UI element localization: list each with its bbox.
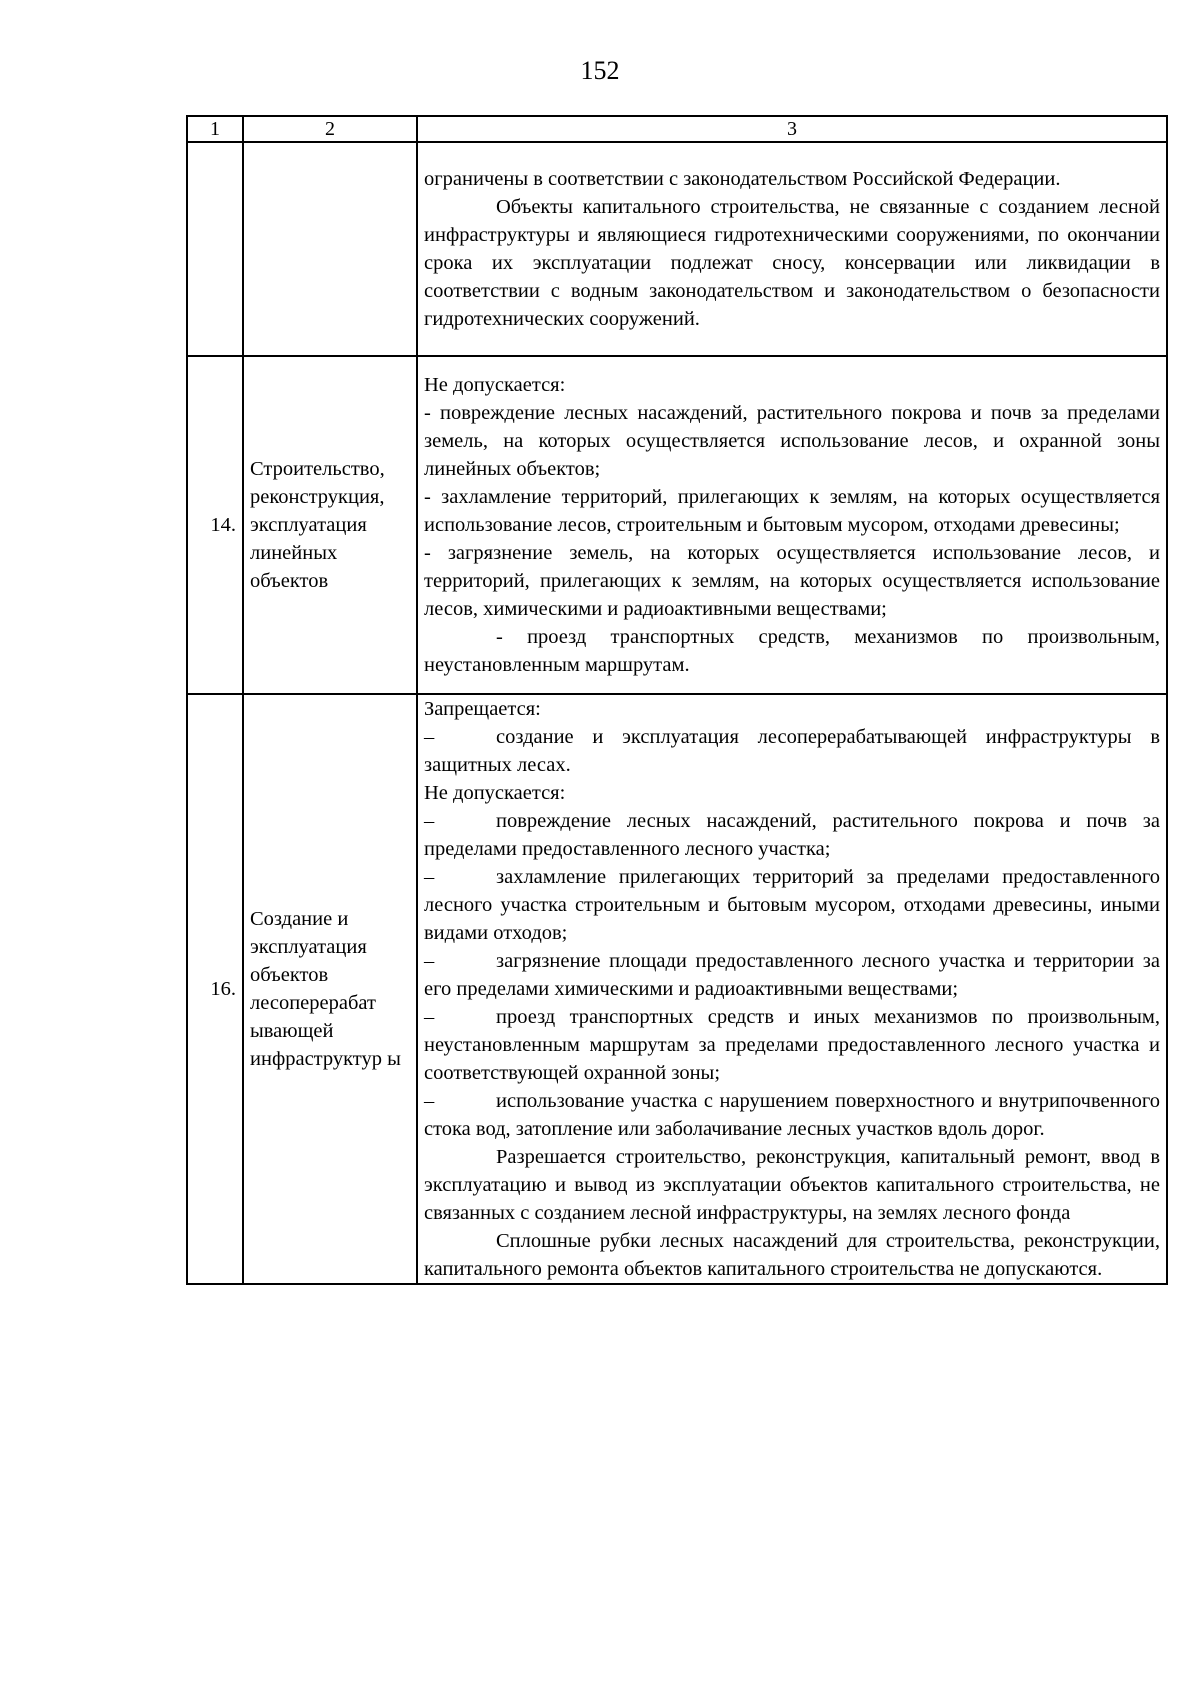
table-header-row [187,116,1167,142]
paragraph: ограничены в соответствии с законодательством Российской Федерации. [424,168,1061,190]
list-item-text: захламление прилегающих территорий за пределами предоставленного лесного участка строительным и бытовым мусором, отходами древесины, иными видами отходов; [424,866,1160,944]
list-item: - захламление территорий, прилегающих к землям, на которых осуществляется использование лесов, строительным и бытовым мусором, отходами древесины; [424,486,1160,536]
row-number: 16. [187,694,243,1284]
list-item [424,1003,1160,1087]
page-number: 152 [580,56,620,85]
dash-marker: – [424,1006,435,1028]
paragraph: Не допускается: [424,374,566,396]
dash-marker: – [424,950,435,972]
list-item-text: загрязнение площади предоставленного лесного участка и территории за его пределами химическими и радиоактивными веществами; [424,950,1160,1000]
list-item-text: использование участка с нарушением поверхностного и внутрипочвенного стока вод, затопление или заболачивание лесных участков вдоль дорог. [424,1090,1160,1140]
row-name: Создание и эксплуатация объектов лесоперерабат ывающей инфраструктур ы [243,694,417,1284]
list-item [424,947,1160,1003]
table-row-continued [187,142,1167,356]
row-number [187,142,243,356]
list-item: - повреждение лесных насаждений, растительного покрова и почв за пределами земель, на которых осуществляется использование лесов, и охранной зоны линейных объектов; [424,402,1160,480]
paragraph: Разрешается строительство, реконструкция, капитальный ремонт, ввод в эксплуатацию и вывод из эксплуатации объектов капитального строительства, не связанных с созданием лесной инфраструктуры, на землях лесного фонда [424,1146,1160,1224]
paragraph: Объекты капитального строительства, не связанные с созданием лесной инфраструктуры и являющиеся гидротехническими сооружениями, по окончании срока их эксплуатации подлежат сносу, консервации или ликвидации в соответствии с водным законодательством и законодательством о безопасности гидротехнических сооружений. [424,196,1160,330]
paragraph: Сплошные рубки лесных насаждений для строительства, реконструкции, капитального ремонта объектов капитального строительства не допускаются. [424,1230,1160,1280]
list-item: - проезд транспортных средств, механизмов по произвольным, неустановленным маршрутам. [424,626,1160,676]
header-col-3: 3 [417,116,1167,142]
row-content [417,694,1167,1284]
list-item: - загрязнение земель, на которых осуществляется использование лесов, и территорий, прилегающих к землям, на которых осуществляется использование лесов, химическими и радиоактивными веществами; [424,542,1160,620]
list-item-text: проезд транспортных средств и иных механизмов по произвольным, неустановленным маршрутам за пределами предоставленного лесного участка и соответствующей охранной зоны; [424,1006,1160,1084]
dash-marker: – [424,866,435,888]
dash-marker: – [424,726,435,748]
list-item [424,723,1160,779]
list-item-text: повреждение лесных насаждений, растительного покрова и почв за пределами предоставленного лесного участка; [424,810,1160,860]
paragraph: Запрещается: [424,698,541,720]
row-name: Строительство, реконструкция, эксплуатация линейных объектов [243,356,417,694]
row-name [243,142,417,356]
list-item [424,807,1160,863]
table-row-16 [187,694,1167,1284]
list-item-text: создание и эксплуатация лесоперерабатывающей инфраструктуры в защитных лесах. [424,726,1160,776]
dash-marker: – [424,1090,435,1112]
regulations-table [186,115,1168,1285]
table-row-14 [187,356,1167,694]
paragraph: Не допускается: [424,782,566,804]
list-item [424,1087,1160,1143]
header-col-1: 1 [187,116,243,142]
list-item [424,863,1160,947]
row-content [417,356,1167,694]
row-number: 14. [187,356,243,694]
dash-marker: – [424,810,435,832]
row-content [417,142,1167,356]
header-col-2: 2 [243,116,417,142]
